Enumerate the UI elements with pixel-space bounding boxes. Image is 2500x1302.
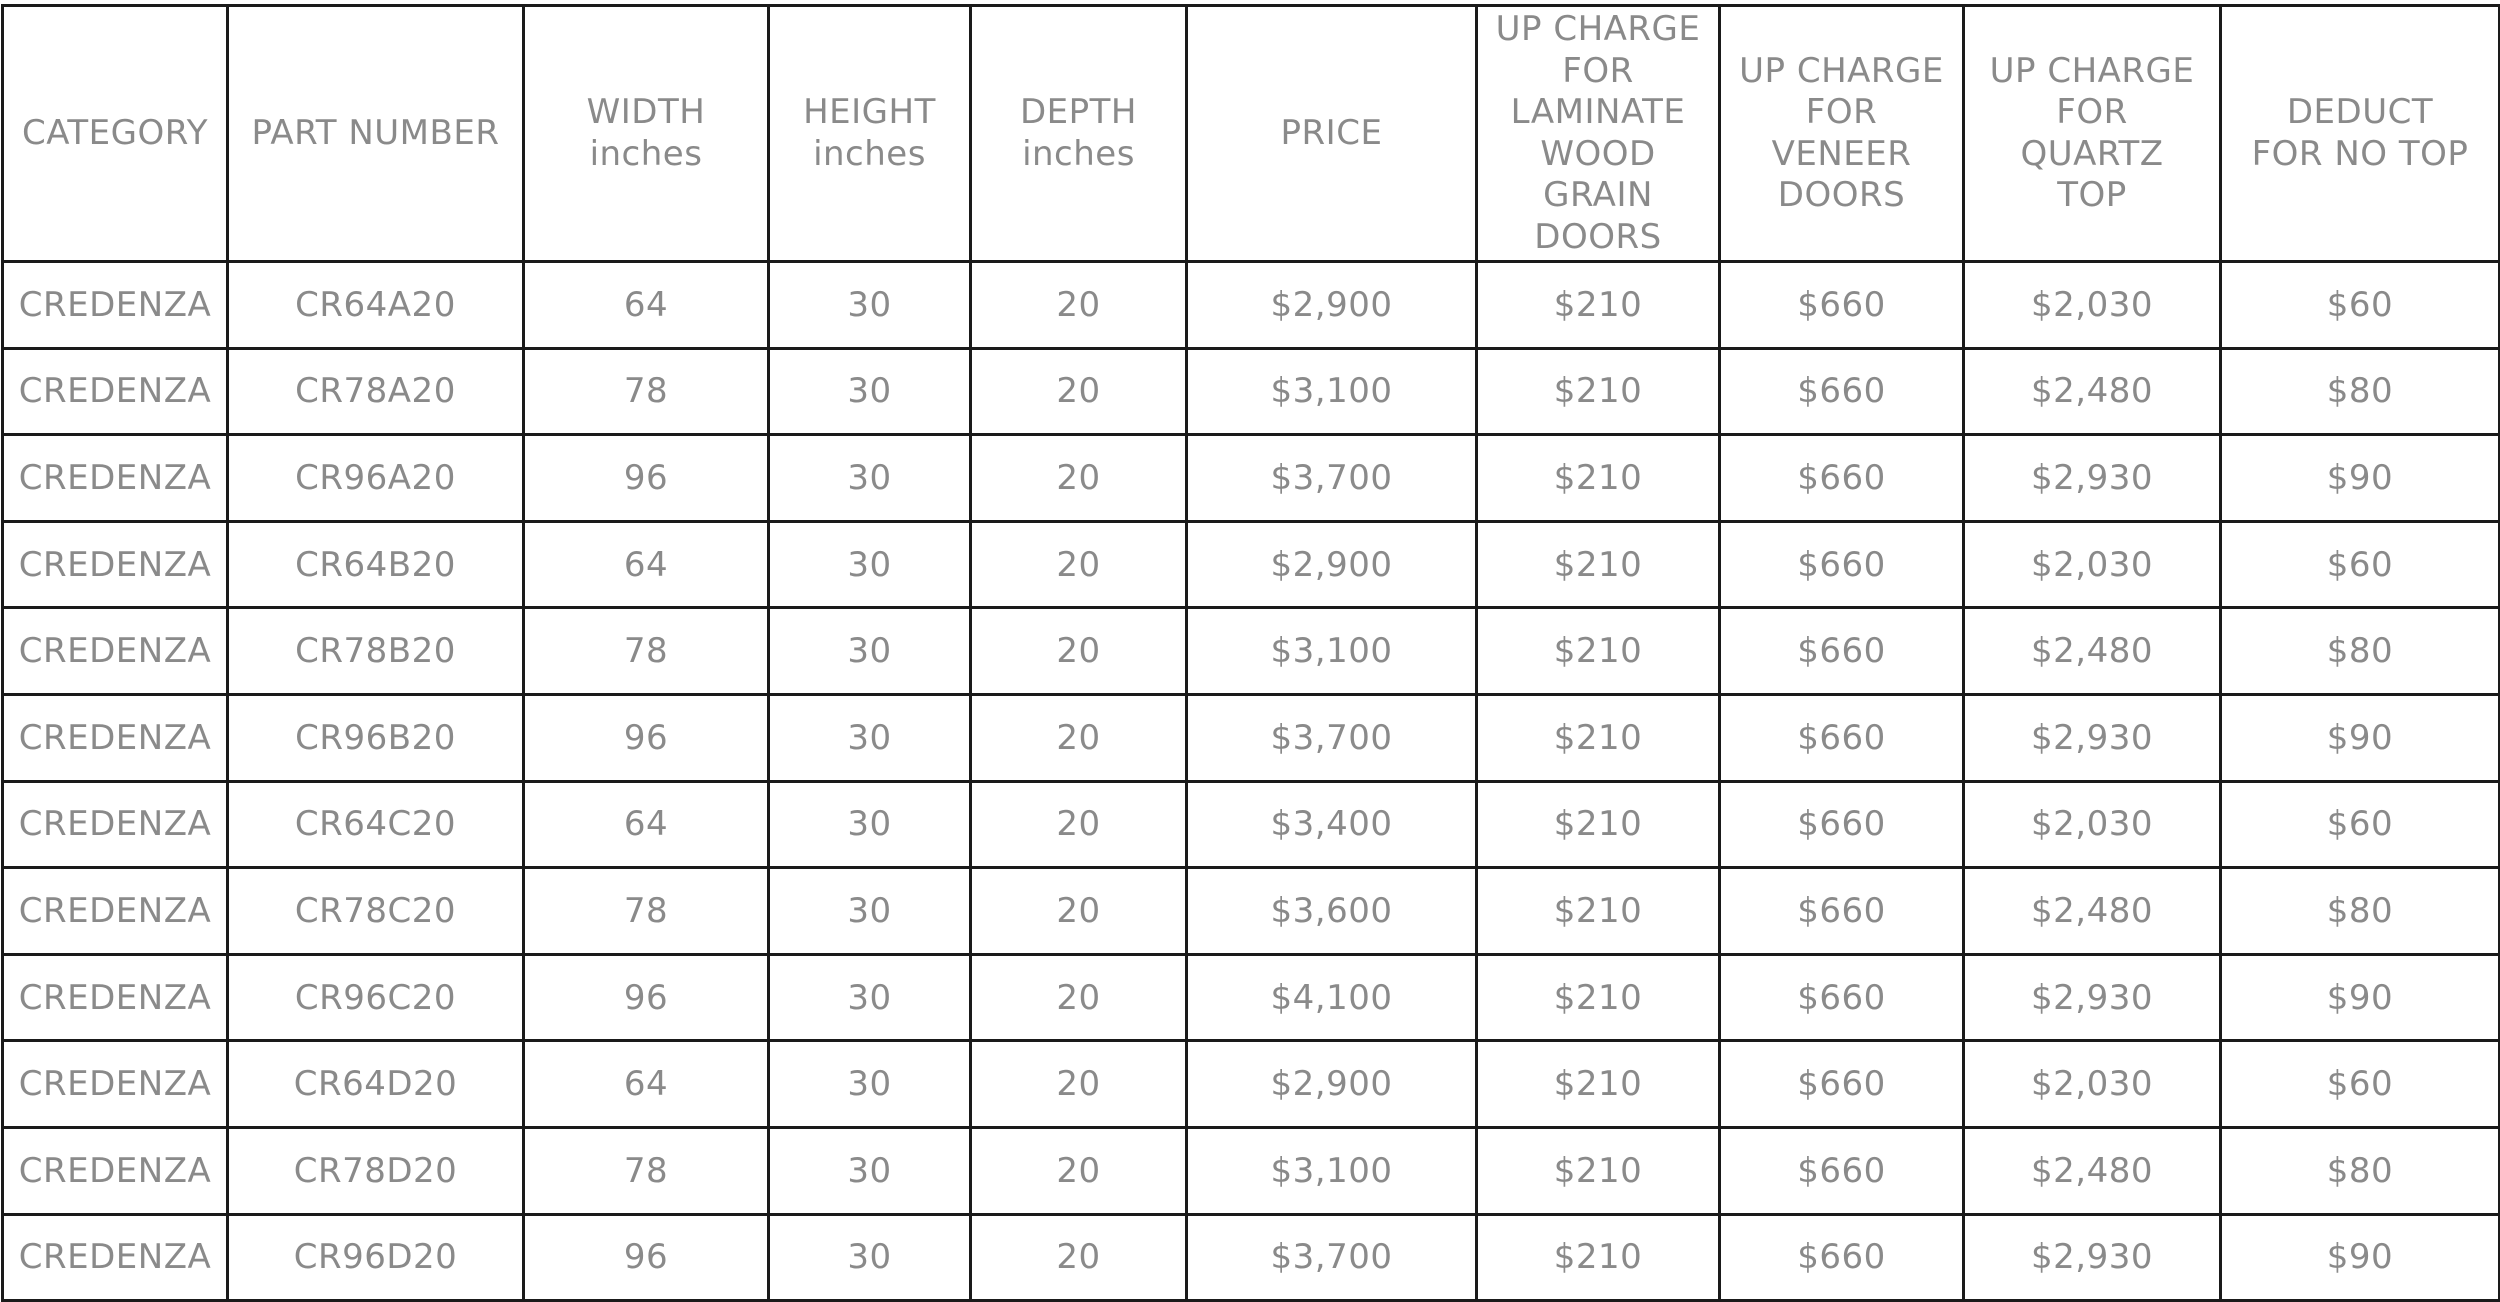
laminate-upcharge-cell: $210 <box>1477 954 1720 1041</box>
height-cell: 30 <box>769 521 971 608</box>
category-cell: CREDENZA <box>3 435 228 522</box>
laminate-upcharge-cell: $210 <box>1477 694 1720 781</box>
quartz-upcharge-cell: $2,480 <box>1964 348 2221 435</box>
veneer-upcharge-cell: $660 <box>1720 694 1964 781</box>
header-line: PART NUMBER <box>251 112 500 153</box>
width-cell: 78 <box>524 1127 769 1214</box>
laminate-upcharge-cell: $210 <box>1477 1214 1720 1301</box>
price-cell: $2,900 <box>1187 521 1477 608</box>
depth-cell: 20 <box>971 954 1187 1041</box>
header-line: inches <box>813 133 926 174</box>
header-depth <box>971 6 1187 262</box>
part-number-cell: CR64C20 <box>228 781 524 868</box>
part-number-cell: CR78C20 <box>228 868 524 955</box>
price-cell: $3,700 <box>1187 435 1477 522</box>
veneer-upcharge-cell: $660 <box>1720 781 1964 868</box>
height-cell: 30 <box>769 694 971 781</box>
deduct-cell: $90 <box>2221 435 2500 522</box>
width-cell: 78 <box>524 348 769 435</box>
veneer-upcharge-cell: $660 <box>1720 262 1964 349</box>
height-cell: 30 <box>769 1041 971 1128</box>
header-line: DOORS <box>1777 175 1906 215</box>
width-cell: 96 <box>524 694 769 781</box>
header-category <box>3 6 228 262</box>
height-cell: 30 <box>769 954 971 1041</box>
depth-cell: 20 <box>971 1041 1187 1128</box>
veneer-upcharge-cell: $660 <box>1720 348 1964 435</box>
depth-cell: 20 <box>971 521 1187 608</box>
veneer-upcharge-cell: $660 <box>1720 1127 1964 1214</box>
header-line: UP CHARGE <box>1739 50 1944 91</box>
width-cell: 96 <box>524 954 769 1041</box>
depth-cell: 20 <box>971 608 1187 695</box>
width-cell: 64 <box>524 1041 769 1128</box>
veneer-upcharge-cell: $660 <box>1720 521 1964 608</box>
quartz-upcharge-cell: $2,930 <box>1964 435 2221 522</box>
price-cell: $3,400 <box>1187 781 1477 868</box>
header-line: UP CHARGE <box>1495 9 1701 49</box>
laminate-upcharge-cell: $210 <box>1477 868 1720 955</box>
header-quartz-upcharge <box>1964 6 2221 262</box>
depth-cell: 20 <box>971 781 1187 868</box>
category-cell: CREDENZA <box>3 1127 228 1214</box>
table-row <box>3 868 2500 955</box>
header-line: inches <box>589 133 703 174</box>
header-line: HEIGHT <box>803 92 936 132</box>
header-line: DOORS <box>1534 216 1662 257</box>
header-line: DEPTH <box>1019 92 1137 132</box>
veneer-upcharge-cell: $660 <box>1720 1214 1964 1301</box>
price-cell: $2,900 <box>1187 1041 1477 1128</box>
laminate-upcharge-cell: $210 <box>1477 1041 1720 1128</box>
header-line: UP CHARGE <box>1989 50 2195 91</box>
category-cell: CREDENZA <box>3 348 228 435</box>
laminate-upcharge-cell: $210 <box>1477 781 1720 868</box>
header-line: FOR NO TOP <box>2251 133 2469 174</box>
part-number-cell: CR64A20 <box>228 262 524 349</box>
part-number-cell: CR78D20 <box>228 1127 524 1214</box>
deduct-cell: $80 <box>2221 868 2500 955</box>
height-cell: 30 <box>769 781 971 868</box>
header-line: DEDUCT <box>2286 92 2434 132</box>
quartz-upcharge-cell: $2,480 <box>1964 608 2221 695</box>
price-cell: $3,700 <box>1187 694 1477 781</box>
laminate-upcharge-cell: $210 <box>1477 608 1720 695</box>
part-number-cell: CR78A20 <box>228 348 524 435</box>
part-number-cell: CR96A20 <box>228 435 524 522</box>
category-cell: CREDENZA <box>3 1214 228 1301</box>
table-body <box>3 262 2500 1301</box>
quartz-upcharge-cell: $2,480 <box>1964 1127 2221 1214</box>
height-cell: 30 <box>769 1127 971 1214</box>
laminate-upcharge-cell: $210 <box>1477 262 1720 349</box>
width-cell: 78 <box>524 608 769 695</box>
header-line: inches <box>1022 133 1135 174</box>
depth-cell: 20 <box>971 868 1187 955</box>
table-row <box>3 1127 2500 1214</box>
header-line: WOOD <box>1540 133 1656 174</box>
header-price <box>1187 6 1477 262</box>
price-cell: $3,700 <box>1187 1214 1477 1301</box>
table-row <box>3 521 2500 608</box>
category-cell: CREDENZA <box>3 608 228 695</box>
height-cell: 30 <box>769 608 971 695</box>
width-cell: 64 <box>524 521 769 608</box>
price-cell: $4,100 <box>1187 954 1477 1041</box>
header-line: LAMINATE <box>1510 92 1686 132</box>
part-number-cell: CR96D20 <box>228 1214 524 1301</box>
height-cell: 30 <box>769 868 971 955</box>
deduct-cell: $90 <box>2221 694 2500 781</box>
header-line: WIDTH <box>586 92 706 132</box>
price-cell: $3,100 <box>1187 608 1477 695</box>
deduct-cell: $80 <box>2221 1127 2500 1214</box>
price-cell: $3,100 <box>1187 1127 1477 1214</box>
deduct-cell: $60 <box>2221 1041 2500 1128</box>
price-cell: $3,100 <box>1187 348 1477 435</box>
veneer-upcharge-cell: $660 <box>1720 608 1964 695</box>
deduct-cell: $90 <box>2221 1214 2500 1301</box>
deduct-cell: $80 <box>2221 348 2500 435</box>
width-cell: 96 <box>524 435 769 522</box>
quartz-upcharge-cell: $2,930 <box>1964 1214 2221 1301</box>
header-width <box>524 6 769 262</box>
header-veneer-upcharge <box>1720 6 1964 262</box>
quartz-upcharge-cell: $2,480 <box>1964 868 2221 955</box>
header-part-number <box>228 6 524 262</box>
part-number-cell: CR78B20 <box>228 608 524 695</box>
depth-cell: 20 <box>971 348 1187 435</box>
height-cell: 30 <box>769 348 971 435</box>
laminate-upcharge-cell: $210 <box>1477 521 1720 608</box>
deduct-cell: $60 <box>2221 521 2500 608</box>
header-line: CATEGORY <box>22 112 208 153</box>
height-cell: 30 <box>769 435 971 522</box>
header-line: FOR <box>1562 50 1634 91</box>
depth-cell: 20 <box>971 1214 1187 1301</box>
deduct-cell: $60 <box>2221 781 2500 868</box>
header-line: PRICE <box>1280 112 1383 153</box>
header-deduct-no-top <box>2221 6 2500 262</box>
header-row <box>3 6 2500 262</box>
height-cell: 30 <box>769 1214 971 1301</box>
quartz-upcharge-cell: $2,930 <box>1964 694 2221 781</box>
quartz-upcharge-cell: $2,930 <box>1964 954 2221 1041</box>
table-row <box>3 954 2500 1041</box>
deduct-cell: $60 <box>2221 262 2500 349</box>
veneer-upcharge-cell: $660 <box>1720 954 1964 1041</box>
width-cell: 78 <box>524 868 769 955</box>
category-cell: CREDENZA <box>3 694 228 781</box>
category-cell: CREDENZA <box>3 954 228 1041</box>
category-cell: CREDENZA <box>3 1041 228 1128</box>
depth-cell: 20 <box>971 694 1187 781</box>
quartz-upcharge-cell: $2,030 <box>1964 781 2221 868</box>
table-row <box>3 694 2500 781</box>
price-cell: $2,900 <box>1187 262 1477 349</box>
part-number-cell: CR64B20 <box>228 521 524 608</box>
price-table <box>1 4 2500 1302</box>
depth-cell: 20 <box>971 1127 1187 1214</box>
quartz-upcharge-cell: $2,030 <box>1964 262 2221 349</box>
category-cell: CREDENZA <box>3 262 228 349</box>
quartz-upcharge-cell: $2,030 <box>1964 521 2221 608</box>
header-line: GRAIN <box>1543 175 1653 215</box>
category-cell: CREDENZA <box>3 868 228 955</box>
deduct-cell: $80 <box>2221 608 2500 695</box>
header-line: FOR <box>2056 92 2128 132</box>
width-cell: 64 <box>524 781 769 868</box>
table-row <box>3 435 2500 522</box>
part-number-cell: CR96B20 <box>228 694 524 781</box>
part-number-cell: CR96C20 <box>228 954 524 1041</box>
table-row <box>3 608 2500 695</box>
laminate-upcharge-cell: $210 <box>1477 348 1720 435</box>
veneer-upcharge-cell: $660 <box>1720 435 1964 522</box>
table-row <box>3 781 2500 868</box>
part-number-cell: CR64D20 <box>228 1041 524 1128</box>
table-row <box>3 262 2500 349</box>
veneer-upcharge-cell: $660 <box>1720 1041 1964 1128</box>
header-laminate-upcharge <box>1477 6 1720 262</box>
height-cell: 30 <box>769 262 971 349</box>
width-cell: 96 <box>524 1214 769 1301</box>
veneer-upcharge-cell: $660 <box>1720 868 1964 955</box>
depth-cell: 20 <box>971 262 1187 349</box>
quartz-upcharge-cell: $2,030 <box>1964 1041 2221 1128</box>
width-cell: 64 <box>524 262 769 349</box>
laminate-upcharge-cell: $210 <box>1477 435 1720 522</box>
depth-cell: 20 <box>971 435 1187 522</box>
header-line: FOR <box>1805 92 1878 132</box>
table-row <box>3 348 2500 435</box>
header-height <box>769 6 971 262</box>
table-row <box>3 1041 2500 1128</box>
header-line: VENEER <box>1771 133 1912 174</box>
header-line: QUARTZ <box>2020 133 2164 174</box>
laminate-upcharge-cell: $210 <box>1477 1127 1720 1214</box>
deduct-cell: $90 <box>2221 954 2500 1041</box>
price-cell: $3,600 <box>1187 868 1477 955</box>
category-cell: CREDENZA <box>3 781 228 868</box>
header-line: TOP <box>2057 175 2127 215</box>
table-row <box>3 1214 2500 1301</box>
category-cell: CREDENZA <box>3 521 228 608</box>
